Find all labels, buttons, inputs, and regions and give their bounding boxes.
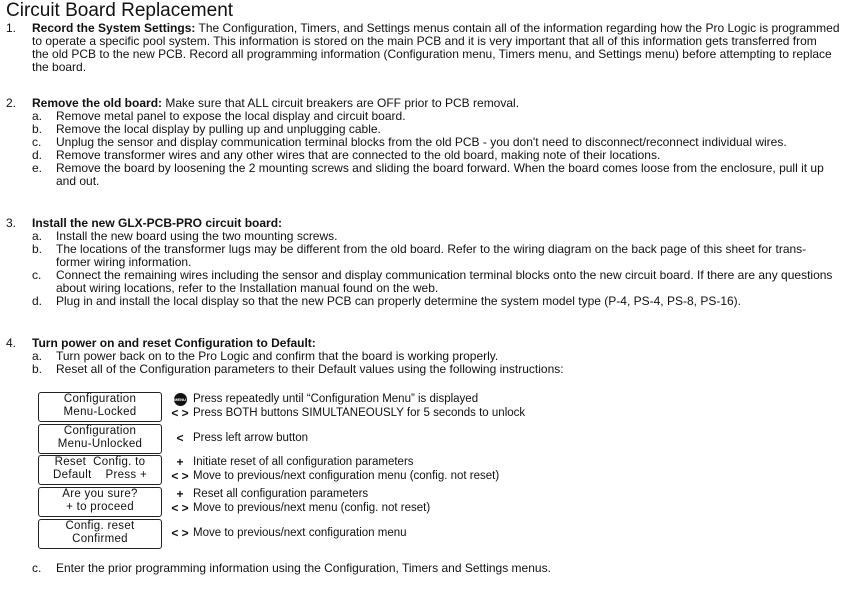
lcd-display [38,487,162,517]
substep-text: Connect the remaining wires including the sensor and display communication terminal blocks onto the new circuit board. If there are any questions [56,268,833,282]
substep-letter: a. [32,229,43,243]
substep-letter: d. [32,148,43,162]
substep [32,243,840,269]
substep [32,363,840,376]
substep-letter: b. [32,122,43,136]
arrow-buttons-icon: < > [171,469,189,483]
lcd-line: Menu-Locked [63,406,137,418]
instruction-list [167,455,727,483]
final-substep [6,562,840,575]
step-4 [6,337,840,376]
plus-icon: + [176,455,184,469]
lcd-display [38,424,162,454]
instruction-list [167,526,727,540]
substep [32,269,840,295]
substep-text: Enter the prior programming information using the Configuration, Timers and Settings menus. [56,561,551,575]
lcd-line: Confirmed [72,533,128,545]
lcd-display [38,519,162,549]
step-heading: Install the new GLX-PCB-PRO circuit board: [32,216,283,230]
substep-text: Unplug the sensor and display communication terminal blocks from the old PCB - you don't need to disconnect/reconnect individual wires. [56,135,787,149]
step-number: 1. [6,21,17,35]
left-arrow-icon: < [176,431,184,445]
lcd-display [38,455,162,485]
step-3 [6,217,840,308]
substep-text: Remove metal panel to expose the local display and circuit board. [56,109,406,123]
plus-icon: + [176,487,184,501]
arrow-buttons-icon: < > [171,526,189,540]
step-1 [6,22,840,74]
instruction-text: Reset all configuration parameters [193,488,369,500]
instruction-text: Move to previous/next menu (config. not reset) [193,502,431,514]
instruction-list [167,392,727,420]
lcd-line: Are you sure? [62,488,138,500]
substep-letter: c. [32,268,42,282]
lcd-line: Configuration [63,393,137,405]
instruction-text: Move to previous/next configuration menu [193,527,407,539]
step-text [32,22,840,74]
lcd-line: Menu-Unlocked [57,438,143,450]
substep-text: Remove the local display by pulling up and unplugging cable. [56,122,381,136]
substep-letter: d. [32,294,43,308]
arrow-buttons-icon: < > [171,406,189,420]
substep-text: Install the new board using the two mounting screws. [56,229,338,243]
lcd-display [38,392,162,422]
instruction-text: Press BOTH buttons SIMULTANEOUSLY for 5 seconds to unlock [193,407,526,419]
substep-text: Remove the board by loosening the 2 mounting screws and sliding the board forward. When the board comes loose from the enclosure, pull it up [56,161,824,175]
instruction-text: Press repeatedly until “Configuration Menu” is displayed [193,393,479,405]
substep-letter: b. [32,362,43,376]
step-text-line: the board. [32,60,87,74]
step-heading: Remove the old board: [32,96,163,110]
substep-letter: c. [32,561,42,575]
substep-letter: c. [32,135,42,149]
substep-text: former wiring information. [56,255,192,269]
substep [32,295,840,308]
instruction-text: Press left arrow button [193,432,309,444]
arrow-buttons-icon: < > [171,501,189,515]
instruction-text: Initiate reset of all configuration parameters [193,456,414,468]
lcd-line: + to proceed [66,501,134,513]
step-heading: Turn power on and reset Configuration to Default: [32,336,316,350]
step-number: 4. [6,336,17,350]
lcd-line: Configuration [63,425,137,437]
substep-letter: b. [32,242,43,256]
substep [32,162,840,188]
lcd-line: Reset Config. to [54,456,146,468]
step-heading: Record the System Settings: [32,21,196,35]
substep-text: about wiring locations, refer to the Installation manual found on the web. [56,281,439,295]
substep-text: Remove transformer wires and any other wires that are connected to the old board, making note of their locations. [56,148,661,162]
lcd-line: Config. reset [65,520,135,532]
instruction-text: Move to previous/next configuration menu (config. not reset) [193,470,500,482]
menu-button-icon: MENU [174,393,187,406]
substep-text: and out. [56,174,100,188]
instruction-list [167,431,727,445]
step-text-line: Make sure that ALL circuit breakers are OFF prior to PCB removal. [162,96,520,110]
instruction-list [167,487,727,515]
step-2 [6,97,840,188]
substep-text: Reset all of the Configuration parameters to their Default values using the following instructions: [56,362,564,376]
substep-letter: e. [32,161,43,175]
substep-letter: a. [32,349,43,363]
substep-text: The locations of the transformer lugs may be different from the old board. Refer to the wiring diagram on the back page of this sheet for trans- [56,242,807,256]
step-text-line: the old PCB to the new PCB. Record all programming information (Configuration menu, Timers menu, and Settings menu) before attempting to replace [32,47,832,61]
step-text-line: to operate a specific pool system. This information is stored on the main PCB and it is very important that all of this information gets transferred from [32,34,817,48]
lcd-line: Default Press + [53,469,147,481]
step-number: 3. [6,216,17,230]
substep-text: Turn power back on to the Pro Logic and confirm that the board is working properly. [56,349,499,363]
substep-text: Plug in and install the local display so that the new PCB can properly determine the system model type (P-4, PS-4, PS-8, PS-16). [56,294,742,308]
page-title: Circuit Board Replacement [6,0,234,21]
step-number: 2. [6,96,17,110]
step-text-line: The Configuration, Timers, and Settings menus contain all of the information regarding how the Pro Logic is programmed [195,21,840,35]
substep-letter: a. [32,109,43,123]
